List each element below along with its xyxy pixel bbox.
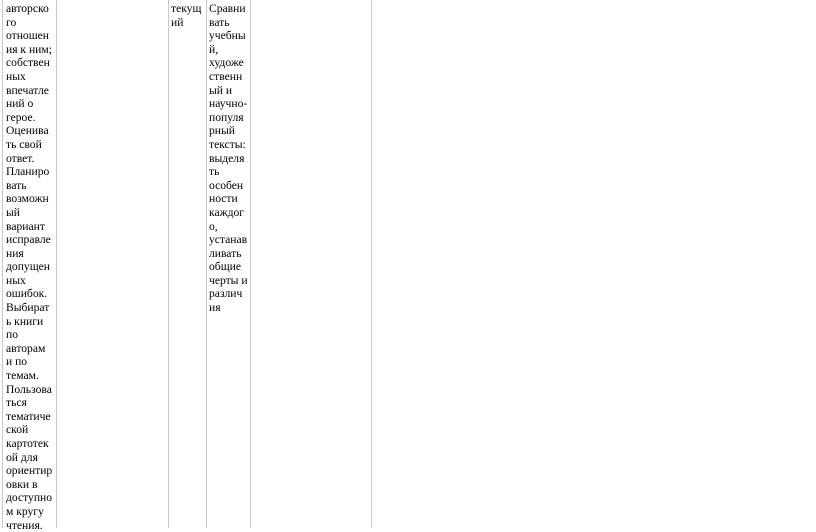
cell-text-col-1: авторско го отношен ия к ним; собствен ных впечатле ний о герое. Оценива ть свой ответ. Планиро вать возможн ый вариант исправле ния допущен ных ошибок. Выбират ь книги по авторам и по темам. Пользова ться тематиче ской картотек ой для ориентир овки в доступно м кругу чтения. — [6, 2, 53, 532]
table-column-2 — [56, 0, 168, 528]
table-column-3 — [168, 0, 206, 528]
cell-text-col-4: Сравни вать учебны й, художе ственн ый и научно- популя рный тексты: выделя ть особен ности каждог о, устанав ливать общие черты и различ ия — [209, 2, 248, 315]
table-column-5 — [250, 0, 372, 528]
table-column-1 — [2, 0, 56, 532]
cell-text-col-3: текущ ий — [171, 2, 202, 29]
table-column-4 — [206, 0, 250, 528]
